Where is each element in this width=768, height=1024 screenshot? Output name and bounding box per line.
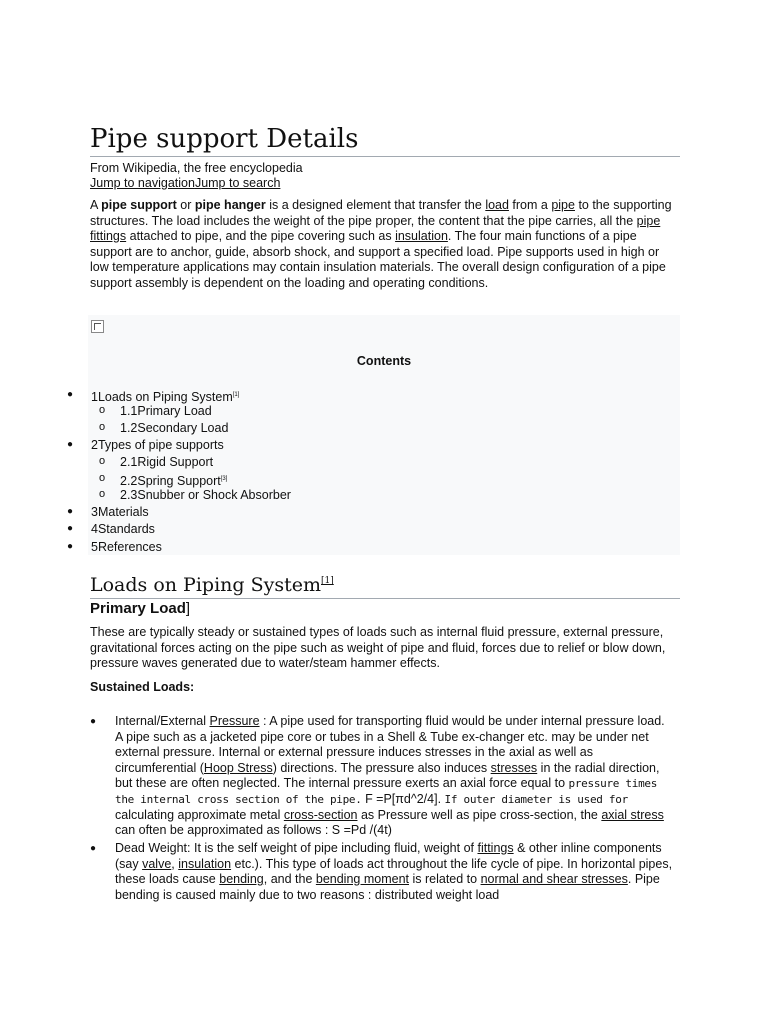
link-bending-moment[interactable]: bending moment xyxy=(315,872,409,887)
jump-to-search-link[interactable]: Jump to search xyxy=(194,176,281,190)
link-fittings[interactable]: fittings xyxy=(477,841,514,855)
bold-term: pipe hanger xyxy=(194,198,266,212)
bullet-circle-icon: o xyxy=(99,472,106,484)
bullet-circle-icon: o xyxy=(99,455,106,467)
list-item: Internal/External Pressure : A pipe used for transporting fluid would be under internal pressure load. A pipe such as a jacketed pipe core or tubes in a Shell & Tube ex-changer etc. may be under net external pressure. Internal or external pressure induces stresses in the axial as well as circumferential (Hoop Stress) directions. The pressure also induces stresses in the radial direction, but these are often neglected. The internal pressure exerts an axial force equal to pressure times the internal cross section of the pipe. F =P[πd^2/4]. If outer diameter is used for calculating approximate metal cross-section as Pressure well as pipe cross-section, the axial stress can often be approximated as follows : S =Pd /(4t) xyxy=(115,714,665,838)
toc-title: Contents xyxy=(356,354,412,368)
toc-item[interactable]: 1Loads on Piping System[1] xyxy=(91,390,240,404)
sustained-loads-label: Sustained Loads: xyxy=(90,680,195,694)
bullet-circle-icon: o xyxy=(99,421,106,433)
page-title: Pipe support Details xyxy=(90,122,680,157)
link-cross-section[interactable]: cross-section xyxy=(283,807,358,822)
primary-load-paragraph: These are typically steady or sustained types of loads such as internal fluid pressure, external pressure, gravitational forces acting on the pipe such as weight of pipe and fluid, forces due to relief or blow down, pressure waves generated due to water/steam hammer effects. xyxy=(90,625,666,671)
link-normal-shear-stresses[interactable]: normal and shear stresses xyxy=(480,872,628,887)
bullet-icon: ● xyxy=(67,439,74,450)
link-pipe[interactable]: pipe xyxy=(551,198,575,212)
toc-toggle-checkbox[interactable] xyxy=(91,320,104,333)
bullet-icon: ● xyxy=(67,506,74,517)
link-load[interactable]: load xyxy=(485,198,509,212)
bullet-icon: ● xyxy=(67,541,74,552)
link-pipe-fittings[interactable]: pipe fittings xyxy=(90,213,661,244)
toc-item[interactable]: 5References xyxy=(91,540,162,554)
intro-paragraph: A pipe support or pipe hanger is a designed element that transfer the load from a pipe to the supporting structures. The load includes the weight of the pipe proper, the content that the pipe carries, all the pipe fittings attached to pipe, and the pipe covering such as insulation. The four main functions of a pipe support are to anchor, guide, absorb shock, and support a specified load. Pipe supports used in high or low temperature applications may contain insulation materials. The overall design configuration of a pipe support assembly is dependent on the loading and operating conditions. xyxy=(90,198,672,290)
link-axial-stress[interactable]: axial stress xyxy=(601,807,664,822)
list-item: Dead Weight: It is the self weight of pipe including fluid, weight of fittings & other inline components (say valve, insulation etc.). This type of loads act throughout the life cycle of pipe. In horizontal pipes, these loads cause bending, and the bending moment is related to normal and shear stresses. Pipe bending is caused mainly due to two reasons : distributed weight load xyxy=(115,841,673,902)
bullet-icon: ● xyxy=(67,523,74,534)
bullet-icon: ● xyxy=(90,843,97,854)
link-pressure[interactable]: Pressure xyxy=(209,714,260,728)
toc-item[interactable]: 1.1Primary Load xyxy=(120,404,212,418)
link-valve[interactable]: valve xyxy=(142,856,172,871)
bold-term: pipe support xyxy=(101,198,177,212)
link-insulation[interactable]: insulation xyxy=(395,229,448,244)
bullet-circle-icon: o xyxy=(99,488,106,500)
tagline: From Wikipedia, the free encyclopedia xyxy=(90,161,303,175)
bullet-icon: ● xyxy=(90,716,97,727)
link-insulation[interactable]: insulation xyxy=(178,856,232,871)
toc-item[interactable]: 2.1Rigid Support xyxy=(120,455,214,469)
link-stresses[interactable]: stresses xyxy=(490,760,538,775)
link-hoop-stress[interactable]: Hoop Stress xyxy=(203,760,273,775)
bullet-icon: ● xyxy=(67,389,74,400)
toc-item[interactable]: 1.2Secondary Load xyxy=(120,421,229,435)
bullet-circle-icon: o xyxy=(99,404,106,416)
jump-links xyxy=(90,176,280,191)
jump-to-navigation-link[interactable]: Jump to navigation xyxy=(90,176,195,190)
toc-item[interactable]: 3Materials xyxy=(91,505,149,519)
link-bending[interactable]: bending xyxy=(219,872,264,887)
toc-item[interactable]: 2.3Snubber or Shock Absorber xyxy=(120,488,291,502)
ref-link[interactable]: [1] xyxy=(321,576,334,586)
toc-item[interactable]: 4Standards xyxy=(91,522,155,536)
toc-item[interactable]: 2.2Spring Support[3] xyxy=(120,474,228,488)
toc-item[interactable]: 2Types of pipe supports xyxy=(91,438,224,452)
subsection-heading: Primary Load] xyxy=(90,600,191,617)
section-heading: Loads on Piping System[1] xyxy=(90,568,680,599)
